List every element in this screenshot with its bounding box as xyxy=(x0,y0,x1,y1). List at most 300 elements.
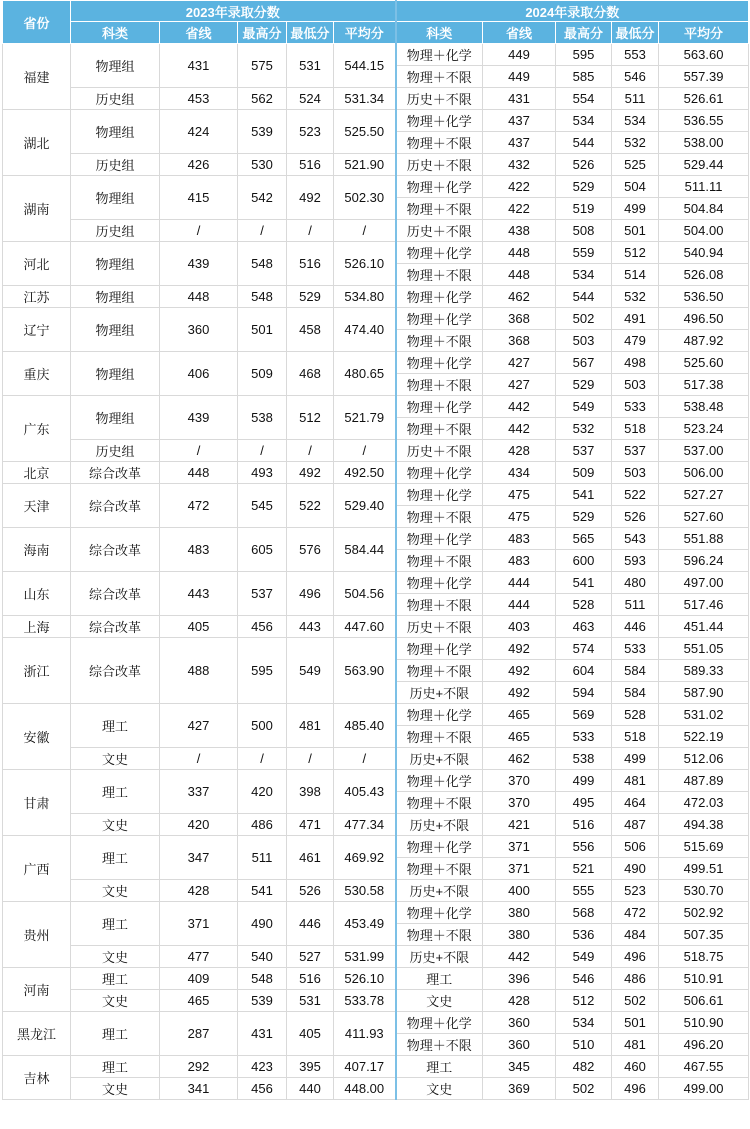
table-row xyxy=(3,770,749,792)
table-row xyxy=(3,968,749,990)
cell-2023-category: 文史 xyxy=(71,990,160,1012)
table-row xyxy=(3,946,749,968)
cell-2024-average: 531.02 xyxy=(659,704,749,726)
cell-2024-provincial-line: 428 xyxy=(483,440,556,462)
cell-2024-average: 510.90 xyxy=(659,1012,749,1034)
cell-2023-lowest: 446 xyxy=(287,902,334,946)
cell-2024-average: 515.69 xyxy=(659,836,749,858)
cell-2023-average: 526.10 xyxy=(334,242,396,286)
cell-2023-average: 525.50 xyxy=(334,110,396,154)
cell-2024-highest: 519 xyxy=(556,198,612,220)
cell-2024-category: 物理＋化学 xyxy=(396,286,483,308)
cell-2024-provincial-line: 448 xyxy=(483,264,556,286)
cell-2024-provincial-line: 483 xyxy=(483,550,556,572)
cell-2024-provincial-line: 400 xyxy=(483,880,556,902)
province-cell: 浙江 xyxy=(3,638,71,704)
cell-2024-category: 理工 xyxy=(396,1056,483,1078)
cell-2023-lowest: 531 xyxy=(287,44,334,88)
cell-2023-category: 文史 xyxy=(71,814,160,836)
cell-2024-highest: 594 xyxy=(556,682,612,704)
cell-2024-category: 物理＋化学 xyxy=(396,396,483,418)
cell-2024-lowest: 499 xyxy=(612,198,659,220)
cell-2024-highest: 495 xyxy=(556,792,612,814)
cell-2024-highest: 534 xyxy=(556,110,612,132)
cell-2024-provincial-line: 380 xyxy=(483,924,556,946)
province-cell: 上海 xyxy=(3,616,71,638)
cell-2023-average: 521.90 xyxy=(334,154,396,176)
cell-2024-lowest: 481 xyxy=(612,770,659,792)
cell-2024-provincial-line: 437 xyxy=(483,110,556,132)
table-row xyxy=(3,572,749,594)
cell-2024-category: 物理＋化学 xyxy=(396,638,483,660)
cell-2023-category: 综合改革 xyxy=(71,616,160,638)
cell-2024-provincial-line: 370 xyxy=(483,792,556,814)
cell-2024-category: 历史＋不限 xyxy=(396,154,483,176)
cell-2024-highest: 569 xyxy=(556,704,612,726)
cell-2023-lowest: 512 xyxy=(287,396,334,440)
cell-2024-category: 物理＋化学 xyxy=(396,484,483,506)
cell-2024-highest: 509 xyxy=(556,462,612,484)
cell-2024-lowest: 503 xyxy=(612,374,659,396)
cell-2024-lowest: 533 xyxy=(612,638,659,660)
cell-2024-average: 523.24 xyxy=(659,418,749,440)
table-row xyxy=(3,44,749,66)
cell-2023-lowest: 471 xyxy=(287,814,334,836)
cell-2023-highest: 605 xyxy=(238,528,287,572)
cell-2023-average: 504.56 xyxy=(334,572,396,616)
cell-2024-highest: 559 xyxy=(556,242,612,264)
cell-2024-provincial-line: 438 xyxy=(483,220,556,242)
cell-2023-category: 历史组 xyxy=(71,220,160,242)
cell-2023-highest: 541 xyxy=(238,880,287,902)
cell-2024-average: 496.20 xyxy=(659,1034,749,1056)
cell-2024-average: 507.35 xyxy=(659,924,749,946)
cell-2024-category: 历史+不限 xyxy=(396,748,483,770)
cell-2024-provincial-line: 444 xyxy=(483,594,556,616)
cell-2023-provincial-line: 465 xyxy=(160,990,238,1012)
table-row xyxy=(3,176,749,198)
cell-2023-highest: 501 xyxy=(238,308,287,352)
cell-2024-highest: 565 xyxy=(556,528,612,550)
cell-2023-provincial-line: 431 xyxy=(160,44,238,88)
cell-2023-lowest: 576 xyxy=(287,528,334,572)
cell-2024-provincial-line: 492 xyxy=(483,682,556,704)
cell-2023-highest: 540 xyxy=(238,946,287,968)
cell-2024-lowest: 528 xyxy=(612,704,659,726)
cell-2024-average: 487.89 xyxy=(659,770,749,792)
header-year-2023: 2023年录取分数 xyxy=(71,1,396,22)
cell-2024-average: 504.00 xyxy=(659,220,749,242)
cell-2024-category: 物理＋化学 xyxy=(396,1012,483,1034)
cell-2023-highest: / xyxy=(238,220,287,242)
cell-2024-average: 526.61 xyxy=(659,88,749,110)
cell-2024-average: 487.92 xyxy=(659,330,749,352)
cell-2023-category: 理工 xyxy=(71,1056,160,1078)
cell-2024-highest: 502 xyxy=(556,1078,612,1100)
cell-2024-provincial-line: 427 xyxy=(483,374,556,396)
cell-2023-average: 533.78 xyxy=(334,990,396,1012)
cell-2023-highest: 539 xyxy=(238,990,287,1012)
cell-2024-average: 504.84 xyxy=(659,198,749,220)
cell-2024-average: 530.70 xyxy=(659,880,749,902)
cell-2023-lowest: 516 xyxy=(287,968,334,990)
cell-2024-average: 510.91 xyxy=(659,968,749,990)
cell-2024-average: 496.50 xyxy=(659,308,749,330)
cell-2024-lowest: 526 xyxy=(612,506,659,528)
cell-2024-lowest: 543 xyxy=(612,528,659,550)
header-2023-provincial-line: 省线 xyxy=(160,22,238,44)
cell-2024-lowest: 464 xyxy=(612,792,659,814)
table-row xyxy=(3,462,749,484)
cell-2024-provincial-line: 422 xyxy=(483,198,556,220)
cell-2024-category: 物理＋不限 xyxy=(396,726,483,748)
cell-2024-highest: 516 xyxy=(556,814,612,836)
cell-2023-highest: 545 xyxy=(238,484,287,528)
cell-2023-provincial-line: 360 xyxy=(160,308,238,352)
cell-2023-lowest: 524 xyxy=(287,88,334,110)
province-cell: 广西 xyxy=(3,836,71,902)
cell-2024-highest: 538 xyxy=(556,748,612,770)
cell-2023-provincial-line: 448 xyxy=(160,286,238,308)
table-row xyxy=(3,880,749,902)
cell-2023-provincial-line: 453 xyxy=(160,88,238,110)
cell-2024-average: 527.27 xyxy=(659,484,749,506)
cell-2023-highest: 548 xyxy=(238,286,287,308)
cell-2024-category: 物理＋化学 xyxy=(396,528,483,550)
cell-2023-highest: 538 xyxy=(238,396,287,440)
province-cell: 山东 xyxy=(3,572,71,616)
table-row xyxy=(3,308,749,330)
cell-2024-provincial-line: 434 xyxy=(483,462,556,484)
cell-2023-provincial-line: 405 xyxy=(160,616,238,638)
cell-2024-average: 499.51 xyxy=(659,858,749,880)
table-row xyxy=(3,88,749,110)
province-cell: 重庆 xyxy=(3,352,71,396)
table-row xyxy=(3,110,749,132)
cell-2023-highest: 542 xyxy=(238,176,287,220)
header-2024-provincial-line: 省线 xyxy=(483,22,556,44)
cell-2024-category: 物理＋不限 xyxy=(396,792,483,814)
cell-2024-category: 物理＋化学 xyxy=(396,836,483,858)
cell-2024-category: 理工 xyxy=(396,968,483,990)
cell-2024-lowest: 522 xyxy=(612,484,659,506)
province-cell: 河北 xyxy=(3,242,71,286)
cell-2023-highest: 530 xyxy=(238,154,287,176)
cell-2024-highest: 521 xyxy=(556,858,612,880)
cell-2024-category: 物理＋化学 xyxy=(396,352,483,374)
cell-2024-average: 467.55 xyxy=(659,1056,749,1078)
cell-2024-average: 527.60 xyxy=(659,506,749,528)
cell-2023-average: 492.50 xyxy=(334,462,396,484)
cell-2024-highest: 568 xyxy=(556,902,612,924)
cell-2024-average: 540.94 xyxy=(659,242,749,264)
cell-2024-highest: 536 xyxy=(556,924,612,946)
cell-2024-average: 538.00 xyxy=(659,132,749,154)
cell-2024-highest: 600 xyxy=(556,550,612,572)
cell-2024-average: 451.44 xyxy=(659,616,749,638)
cell-2024-average: 499.00 xyxy=(659,1078,749,1100)
cell-2024-provincial-line: 380 xyxy=(483,902,556,924)
table-row xyxy=(3,396,749,418)
cell-2024-provincial-line: 449 xyxy=(483,44,556,66)
cell-2024-highest: 533 xyxy=(556,726,612,748)
cell-2023-provincial-line: / xyxy=(160,220,238,242)
table-row xyxy=(3,286,749,308)
cell-2023-average: / xyxy=(334,440,396,462)
cell-2024-highest: 604 xyxy=(556,660,612,682)
cell-2024-provincial-line: 422 xyxy=(483,176,556,198)
cell-2024-category: 历史＋不限 xyxy=(396,440,483,462)
cell-2024-provincial-line: 345 xyxy=(483,1056,556,1078)
cell-2023-lowest: 481 xyxy=(287,704,334,748)
province-cell: 河南 xyxy=(3,968,71,1012)
cell-2023-provincial-line: 426 xyxy=(160,154,238,176)
cell-2024-provincial-line: 475 xyxy=(483,484,556,506)
cell-2024-lowest: 504 xyxy=(612,176,659,198)
cell-2024-highest: 529 xyxy=(556,506,612,528)
header-2024-highest: 最高分 xyxy=(556,22,612,44)
cell-2024-highest: 541 xyxy=(556,572,612,594)
cell-2023-highest: 420 xyxy=(238,770,287,814)
cell-2023-average: 544.15 xyxy=(334,44,396,88)
header-2023-lowest: 最低分 xyxy=(287,22,334,44)
cell-2024-average: 557.39 xyxy=(659,66,749,88)
cell-2023-lowest: 549 xyxy=(287,638,334,704)
cell-2023-provincial-line: 439 xyxy=(160,242,238,286)
cell-2023-provincial-line: 488 xyxy=(160,638,238,704)
cell-2023-average: 530.58 xyxy=(334,880,396,902)
cell-2024-lowest: 502 xyxy=(612,990,659,1012)
cell-2024-provincial-line: 492 xyxy=(483,660,556,682)
table-row xyxy=(3,484,749,506)
table-row xyxy=(3,616,749,638)
cell-2023-lowest: 529 xyxy=(287,286,334,308)
cell-2024-provincial-line: 360 xyxy=(483,1034,556,1056)
cell-2023-category: 物理组 xyxy=(71,110,160,154)
cell-2023-highest: 431 xyxy=(238,1012,287,1056)
cell-2024-lowest: 491 xyxy=(612,308,659,330)
cell-2023-highest: 537 xyxy=(238,572,287,616)
cell-2024-category: 历史+不限 xyxy=(396,682,483,704)
table-row xyxy=(3,902,749,924)
cell-2024-average: 497.00 xyxy=(659,572,749,594)
cell-2024-category: 物理＋不限 xyxy=(396,264,483,286)
cell-2024-average: 526.08 xyxy=(659,264,749,286)
cell-2023-category: 综合改革 xyxy=(71,572,160,616)
cell-2023-provincial-line: / xyxy=(160,748,238,770)
cell-2023-category: 综合改革 xyxy=(71,484,160,528)
cell-2024-lowest: 534 xyxy=(612,110,659,132)
cell-2024-average: 494.38 xyxy=(659,814,749,836)
cell-2023-lowest: / xyxy=(287,440,334,462)
cell-2024-highest: 499 xyxy=(556,770,612,792)
cell-2024-provincial-line: 448 xyxy=(483,242,556,264)
cell-2023-provincial-line: 420 xyxy=(160,814,238,836)
cell-2024-lowest: 501 xyxy=(612,220,659,242)
cell-2024-provincial-line: 360 xyxy=(483,1012,556,1034)
cell-2023-lowest: 523 xyxy=(287,110,334,154)
cell-2024-average: 536.55 xyxy=(659,110,749,132)
cell-2024-category: 物理＋不限 xyxy=(396,132,483,154)
cell-2023-average: 448.00 xyxy=(334,1078,396,1100)
cell-2024-lowest: 511 xyxy=(612,594,659,616)
cell-2023-highest: 539 xyxy=(238,110,287,154)
cell-2023-lowest: 468 xyxy=(287,352,334,396)
province-cell: 甘肃 xyxy=(3,770,71,836)
cell-2024-category: 物理＋化学 xyxy=(396,770,483,792)
cell-2023-average: 531.99 xyxy=(334,946,396,968)
cell-2023-highest: 562 xyxy=(238,88,287,110)
cell-2024-category: 物理＋化学 xyxy=(396,462,483,484)
cell-2023-provincial-line: 371 xyxy=(160,902,238,946)
table-row xyxy=(3,352,749,374)
cell-2024-highest: 546 xyxy=(556,968,612,990)
cell-2023-provincial-line: 427 xyxy=(160,704,238,748)
cell-2023-average: 521.79 xyxy=(334,396,396,440)
province-cell: 江苏 xyxy=(3,286,71,308)
cell-2024-category: 物理＋不限 xyxy=(396,198,483,220)
cell-2023-category: 物理组 xyxy=(71,242,160,286)
cell-2024-category: 物理＋化学 xyxy=(396,704,483,726)
cell-2024-highest: 574 xyxy=(556,638,612,660)
cell-2024-category: 物理＋化学 xyxy=(396,242,483,264)
cell-2024-category: 文史 xyxy=(396,990,483,1012)
cell-2024-category: 物理＋化学 xyxy=(396,110,483,132)
table-row xyxy=(3,814,749,836)
cell-2023-lowest: 516 xyxy=(287,242,334,286)
cell-2024-lowest: 512 xyxy=(612,242,659,264)
cell-2024-highest: 554 xyxy=(556,88,612,110)
cell-2023-average: 563.90 xyxy=(334,638,396,704)
cell-2024-lowest: 532 xyxy=(612,286,659,308)
table-row xyxy=(3,220,749,242)
cell-2023-lowest: 492 xyxy=(287,176,334,220)
cell-2024-average: 551.88 xyxy=(659,528,749,550)
cell-2024-lowest: 481 xyxy=(612,1034,659,1056)
table-row xyxy=(3,1078,749,1100)
cell-2024-lowest: 506 xyxy=(612,836,659,858)
cell-2024-lowest: 593 xyxy=(612,550,659,572)
cell-2023-category: 物理组 xyxy=(71,396,160,440)
cell-2024-category: 物理＋不限 xyxy=(396,660,483,682)
cell-2023-provincial-line: 472 xyxy=(160,484,238,528)
cell-2024-lowest: 498 xyxy=(612,352,659,374)
cell-2024-provincial-line: 368 xyxy=(483,308,556,330)
cell-2024-lowest: 496 xyxy=(612,1078,659,1100)
cell-2024-average: 596.24 xyxy=(659,550,749,572)
header-2024-lowest: 最低分 xyxy=(612,22,659,44)
table-row xyxy=(3,638,749,660)
cell-2023-category: 历史组 xyxy=(71,440,160,462)
cell-2024-category: 物理＋不限 xyxy=(396,66,483,88)
cell-2024-provincial-line: 492 xyxy=(483,638,556,660)
province-cell: 湖南 xyxy=(3,176,71,242)
cell-2024-lowest: 490 xyxy=(612,858,659,880)
cell-2024-highest: 508 xyxy=(556,220,612,242)
cell-2023-provincial-line: 347 xyxy=(160,836,238,880)
cell-2024-average: 506.00 xyxy=(659,462,749,484)
table-row xyxy=(3,990,749,1012)
cell-2023-provincial-line: / xyxy=(160,440,238,462)
cell-2024-highest: 528 xyxy=(556,594,612,616)
cell-2024-provincial-line: 432 xyxy=(483,154,556,176)
cell-2024-provincial-line: 437 xyxy=(483,132,556,154)
cell-2024-category: 物理＋不限 xyxy=(396,594,483,616)
cell-2023-provincial-line: 439 xyxy=(160,396,238,440)
cell-2024-lowest: 533 xyxy=(612,396,659,418)
cell-2024-average: 512.06 xyxy=(659,748,749,770)
cell-2024-provincial-line: 449 xyxy=(483,66,556,88)
cell-2023-provincial-line: 409 xyxy=(160,968,238,990)
cell-2024-category: 物理＋化学 xyxy=(396,176,483,198)
cell-2024-lowest: 537 xyxy=(612,440,659,462)
cell-2024-lowest: 496 xyxy=(612,946,659,968)
cell-2024-lowest: 472 xyxy=(612,902,659,924)
cell-2024-average: 506.61 xyxy=(659,990,749,1012)
table-row xyxy=(3,748,749,770)
cell-2023-lowest: 395 xyxy=(287,1056,334,1078)
cell-2024-lowest: 553 xyxy=(612,44,659,66)
cell-2024-lowest: 546 xyxy=(612,66,659,88)
cell-2023-average: 453.49 xyxy=(334,902,396,946)
cell-2023-highest: 456 xyxy=(238,1078,287,1100)
cell-2024-highest: 549 xyxy=(556,396,612,418)
province-cell: 安徽 xyxy=(3,704,71,770)
cell-2023-category: 综合改革 xyxy=(71,462,160,484)
cell-2024-highest: 541 xyxy=(556,484,612,506)
cell-2023-category: 物理组 xyxy=(71,352,160,396)
cell-2024-category: 物理＋化学 xyxy=(396,44,483,66)
cell-2024-category: 物理＋化学 xyxy=(396,902,483,924)
cell-2024-lowest: 446 xyxy=(612,616,659,638)
table-row xyxy=(3,528,749,550)
cell-2024-highest: 544 xyxy=(556,132,612,154)
cell-2023-highest: / xyxy=(238,748,287,770)
cell-2024-average: 563.60 xyxy=(659,44,749,66)
cell-2023-highest: 575 xyxy=(238,44,287,88)
cell-2023-highest: 456 xyxy=(238,616,287,638)
header-2023-average: 平均分 xyxy=(334,22,396,44)
cell-2023-highest: 493 xyxy=(238,462,287,484)
cell-2023-provincial-line: 448 xyxy=(160,462,238,484)
cell-2024-average: 587.90 xyxy=(659,682,749,704)
cell-2023-average: 474.40 xyxy=(334,308,396,352)
cell-2023-lowest: 398 xyxy=(287,770,334,814)
cell-2024-average: 472.03 xyxy=(659,792,749,814)
cell-2023-average: 485.40 xyxy=(334,704,396,748)
cell-2023-highest: 548 xyxy=(238,242,287,286)
cell-2024-category: 物理＋不限 xyxy=(396,1034,483,1056)
cell-2023-category: 文史 xyxy=(71,946,160,968)
cell-2024-provincial-line: 475 xyxy=(483,506,556,528)
province-cell: 辽宁 xyxy=(3,308,71,352)
cell-2023-provincial-line: 341 xyxy=(160,1078,238,1100)
table-body xyxy=(3,44,749,1100)
cell-2023-category: 理工 xyxy=(71,836,160,880)
cell-2023-provincial-line: 337 xyxy=(160,770,238,814)
cell-2024-provincial-line: 442 xyxy=(483,418,556,440)
cell-2023-lowest: 461 xyxy=(287,836,334,880)
cell-2024-highest: 526 xyxy=(556,154,612,176)
cell-2024-lowest: 518 xyxy=(612,418,659,440)
cell-2024-category: 物理＋不限 xyxy=(396,330,483,352)
cell-2024-average: 529.44 xyxy=(659,154,749,176)
cell-2024-lowest: 484 xyxy=(612,924,659,946)
cell-2024-average: 522.19 xyxy=(659,726,749,748)
cell-2023-average: 469.92 xyxy=(334,836,396,880)
cell-2023-lowest: 405 xyxy=(287,1012,334,1056)
cell-2023-category: 理工 xyxy=(71,1012,160,1056)
